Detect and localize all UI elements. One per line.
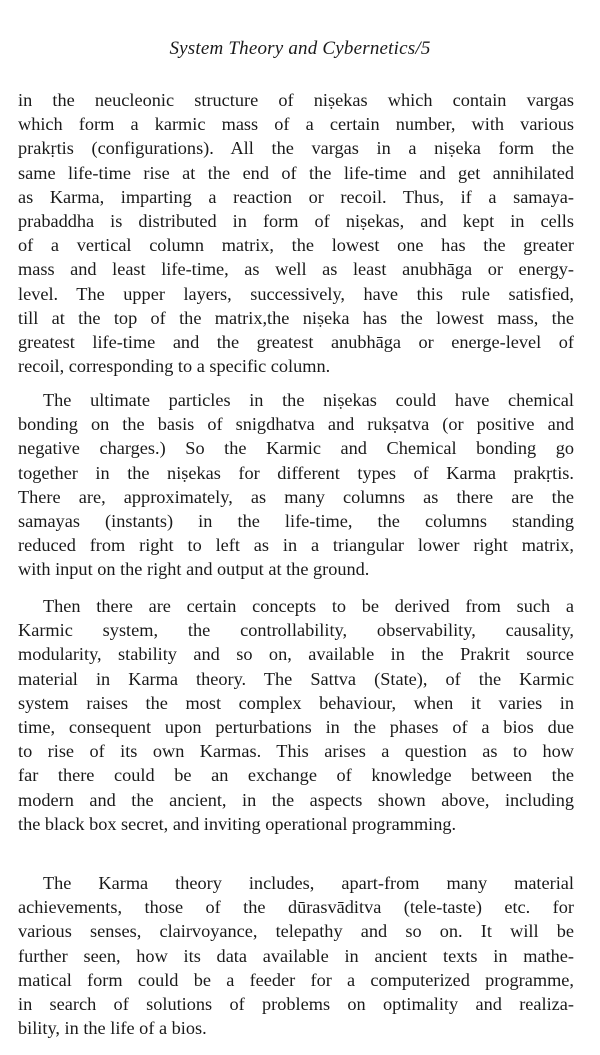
text-line: bonding on the basis of snigdhatva and rukṣatva (or positive and bbox=[18, 414, 574, 435]
paragraph-4 bbox=[18, 871, 574, 1040]
text-line: further seen, how its data available in ancient texts in mathe- bbox=[18, 945, 574, 966]
text-line: mass and least life-time, as well as least anubhāga or energy- bbox=[18, 259, 574, 280]
text-line: together in the niṣekas for different types of Karma prakṛtis. bbox=[18, 462, 574, 483]
text-line: which form a karmic mass of a certain number, with various bbox=[18, 114, 574, 135]
text-line: in search of solutions of problems on optimality and realiza- bbox=[18, 993, 574, 1014]
text-line: system raises the most complex behaviour, when it varies in bbox=[18, 692, 574, 713]
text-line: time, consequent upon perturbations in the phases of a bios due bbox=[18, 716, 574, 737]
text-line: material in Karma theory. The Sattva (State), of the Karmic bbox=[18, 668, 574, 689]
text-line: the black box secret, and inviting operational programming. bbox=[18, 813, 457, 834]
text-line: various senses, clairvoyance, telepathy and so on. It will be bbox=[18, 921, 574, 942]
text-line: prabaddha is distributed in form of niṣekas, and kept in cells bbox=[18, 210, 574, 231]
text-line: modern and the ancient, in the aspects shown above, including bbox=[18, 789, 574, 810]
text-line: greatest life-time and the greatest anubhāga or energe-level of bbox=[18, 331, 574, 352]
text-line: reduced from right to left as in a triangular lower right matrix, bbox=[18, 535, 574, 556]
text-line: achievements, those of the dūrasvāditva (tele-taste) etc. for bbox=[18, 897, 574, 918]
text-line: Karmic system, the controllability, observability, causality, bbox=[18, 620, 574, 641]
text-line: same life-time rise at the end of the life-time and get annihilated bbox=[18, 162, 574, 183]
text-line: The ultimate particles in the niṣekas could have chemical bbox=[43, 390, 574, 410]
text-line: of a vertical column matrix, the lowest one has the greater bbox=[18, 235, 574, 256]
text-line: level. The upper layers, successively, have this rule satisfied, bbox=[18, 283, 574, 304]
text-line: prakṛtis (configurations). All the vargas in a niṣeka form the bbox=[18, 138, 574, 159]
text-line: modularity, stability and so on, available in the Prakrit source bbox=[18, 644, 574, 665]
text-line: The Karma theory includes, apart-from many material bbox=[43, 873, 574, 893]
text-line: samayas (instants) in the life-time, the columns standing bbox=[18, 510, 574, 531]
text-line: bility, in the life of a bios. bbox=[18, 1018, 207, 1039]
text-line: as Karma, imparting a reaction or recoil. Thus, if a samaya- bbox=[18, 186, 574, 207]
text-line: far there could be an exchange of knowledge between the bbox=[18, 765, 574, 786]
text-line: in the neucleonic structure of niṣekas which contain vargas bbox=[18, 90, 574, 110]
paragraph-1 bbox=[18, 88, 574, 378]
running-head: System Theory and Cybernetics/5 bbox=[169, 38, 431, 59]
text-line: with input on the right and output at the ground. bbox=[18, 559, 370, 580]
paragraph-3 bbox=[18, 594, 574, 836]
text-line: Then there are certain concepts to be derived from such a bbox=[43, 596, 574, 616]
text-line: negative charges.) So the Karmic and Chemical bonding go bbox=[18, 438, 574, 459]
text-line: There are, approximately, as many columns as there are the bbox=[18, 486, 574, 507]
text-line: matical form could be a feeder for a computerized programme, bbox=[18, 969, 574, 990]
paragraph-2 bbox=[18, 388, 574, 582]
text-line: to rise of its own Karmas. This arises a question as to how bbox=[18, 741, 574, 762]
text-line: till at the top of the matrix,the niṣeka has the lowest mass, the bbox=[18, 307, 574, 328]
text-line: recoil, corresponding to a specific column. bbox=[18, 356, 331, 377]
